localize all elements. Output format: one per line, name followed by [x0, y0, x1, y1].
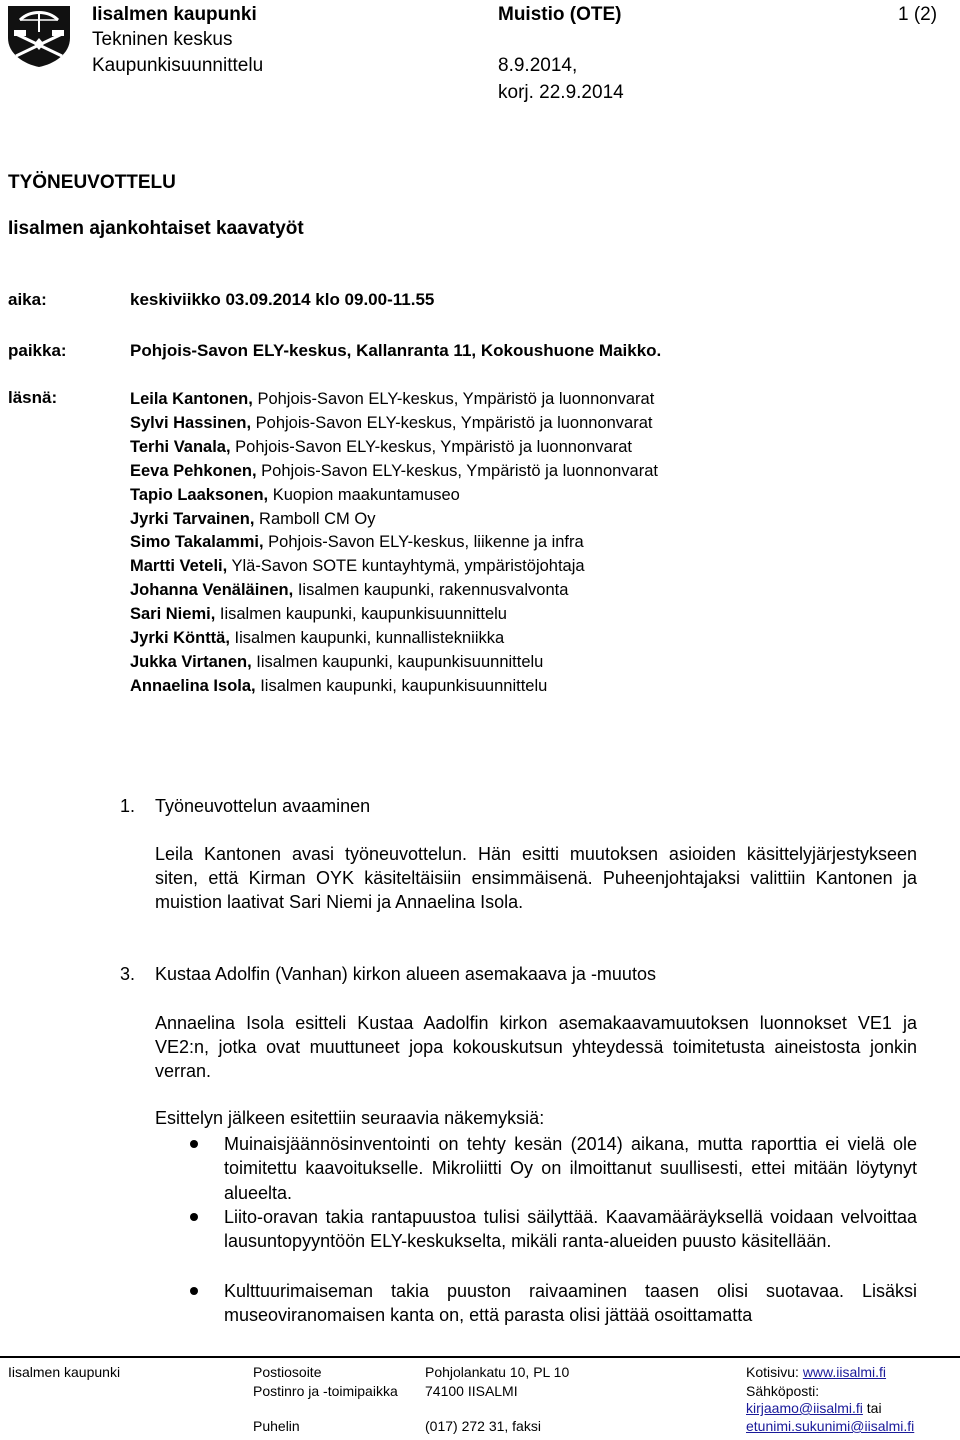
footer-postal-label: Postiosoite — [253, 1364, 322, 1380]
doc-type: Muistio (OTE) — [498, 4, 622, 25]
footer-email-row: kirjaamo@iisalmi.fi tai — [746, 1400, 882, 1416]
city-coat-of-arms-logo — [6, 4, 72, 68]
attendee-row: Martti Veteli, Ylä-Savon SOTE kuntayhtymä, ympäristöjohtaja — [130, 557, 585, 576]
item-intro: Esittelyn jälkeen esitettiin seuraavia näkemyksiä: — [155, 1108, 545, 1128]
item-paragraph: Annaelina Isola esitteli Kustaa Aadolfin kirkon asemakaavamuutoksen luonnokset VE1 ja VE2:n, jotka ovat muuttuneet jopa kokouskutsun yhteydessä toimitetusta aineistosta jonkin verran. — [155, 1013, 917, 1081]
bullet-dot — [190, 1287, 198, 1295]
attendee-row: Eeva Pehkonen, Pohjois-Savon ELY-keskus, Ympäristö ja luonnonvarat — [130, 461, 658, 480]
attendee-row: Jyrki Tarvainen, Ramboll CM Oy — [130, 509, 376, 528]
attendee-list — [130, 388, 658, 699]
attendee-row: Leila Kantonen, Pohjois-Savon ELY-keskus, Ympäristö ja luonnonvarat — [130, 390, 655, 408]
page-number: 1 (2) — [898, 4, 938, 25]
attendee-row: Simo Takalammi, Pohjois-Savon ELY-keskus, liikenne ja infra — [130, 533, 584, 552]
time-label: aika: — [8, 290, 47, 309]
attendee-row: Jukka Virtanen, Iisalmen kaupunki, kaupunkisuunnittelu — [130, 652, 544, 671]
attendee-row: Sari Niemi, Iisalmen kaupunki, kaupunkisuunnittelu — [130, 605, 507, 624]
place-value: Pohjois-Savon ELY-keskus, Kallanranta 11, Kokoushuone Maikko. — [130, 341, 662, 360]
attendee-row: Terhi Vanala, Pohjois-Savon ELY-keskus, Ympäristö ja luonnonvarat — [130, 437, 633, 456]
time-value: keskiviikko 03.09.2014 klo 09.00-11.55 — [130, 290, 435, 309]
footer-postcode: 74100 IISALMI — [425, 1383, 518, 1399]
bullet-item: Kulttuurimaiseman takia puuston raivaaminen taasen olisi suotavaa. Lisäksi museoviranomaisen kanta on, että parasta olisi jättää osoittamatta — [224, 1281, 917, 1326]
bullet-dot — [190, 1140, 198, 1148]
doc-title: TYÖNEUVOTTELU — [8, 172, 176, 193]
footer-web-row: Kotisivu: www.iisalmi.fi — [746, 1364, 887, 1380]
footer-org: Iisalmen kaupunki — [8, 1364, 121, 1380]
website-link[interactable]: www.iisalmi.fi — [802, 1364, 887, 1380]
email-link-registry[interactable]: kirjaamo@iisalmi.fi — [746, 1400, 863, 1416]
attendee-row: Johanna Venäläinen, Iisalmen kaupunki, rakennusvalvonta — [130, 581, 569, 600]
org-name: Iisalmen kaupunki — [92, 4, 257, 25]
bullet-item: Liito-oravan takia rantapuustoa tulisi säilyttää. Kaavamääräyksellä voidaan velvoittaa lausuntopyyntöön ELY-keskukselta, mikäli ranta-alueiden puusto käsitellään. — [224, 1207, 917, 1252]
department: Tekninen keskus — [92, 29, 233, 50]
footer-visit-label: Postinro ja -toimipaikka — [253, 1383, 398, 1399]
item-title: Työneuvottelun avaaminen — [155, 796, 371, 816]
item-paragraph: Leila Kantonen avasi työneuvottelun. Hän esitti muutoksen asioiden käsittelyjärjestykseen siten, että Kirman OYK käsiteltäisiin ensimmäisenä. Puheenjohtajaksi valittiin Kantonen ja muistion laativat Sari Niemi ja Annaelina Isola. — [155, 844, 917, 912]
place-label: paikka: — [8, 341, 67, 360]
bullet-dot — [190, 1213, 198, 1221]
footer-street: Pohjolankatu 10, PL 10 — [425, 1364, 570, 1380]
footer-divider — [0, 1356, 960, 1358]
attendee-row: Sylvi Hassinen, Pohjois-Savon ELY-keskus, Ympäristö ja luonnonvarat — [130, 413, 653, 432]
email-link-personal[interactable]: etunimi.sukunimi@iisalmi.fi — [746, 1418, 915, 1434]
attendee-row: Annaelina Isola, Iisalmen kaupunki, kaupunkisuunnittelu — [130, 676, 548, 695]
doc-date: 8.9.2014, — [498, 55, 578, 76]
footer-phone: (017) 272 31, faksi — [425, 1418, 541, 1434]
item-title: Kustaa Adolfin (Vanhan) kirkon alueen asemakaava ja -muutos — [155, 964, 656, 984]
footer-phone-label: Puhelin — [253, 1418, 300, 1434]
item-number: 1. — [120, 796, 136, 816]
unit: Kaupunkisuunnittelu — [92, 55, 264, 76]
doc-corrected-date: korj. 22.9.2014 — [498, 82, 624, 103]
bullet-item: Muinaisjäännösinventointi on tehty kesän (2014) aikana, mutta raporttia ei vielä ole toimitettu kaavoitukselle. Mikroliitti Oy on ilmoittanut suullisesti, ettei mitään löytynyt alueelta. — [224, 1134, 917, 1203]
attendee-row: Jyrki Könttä, Iisalmen kaupunki, kunnallistekniikka — [130, 629, 505, 648]
attendee-row: Tapio Laaksonen, Kuopion maakuntamuseo — [130, 485, 460, 504]
present-label: läsnä: — [8, 388, 58, 407]
footer-email-label: Sähköposti: — [746, 1383, 820, 1399]
item-number: 3. — [120, 964, 136, 984]
footer-email-personal — [746, 1418, 914, 1434]
doc-subtitle: Iisalmen ajankohtaiset kaavatyöt — [8, 218, 304, 239]
